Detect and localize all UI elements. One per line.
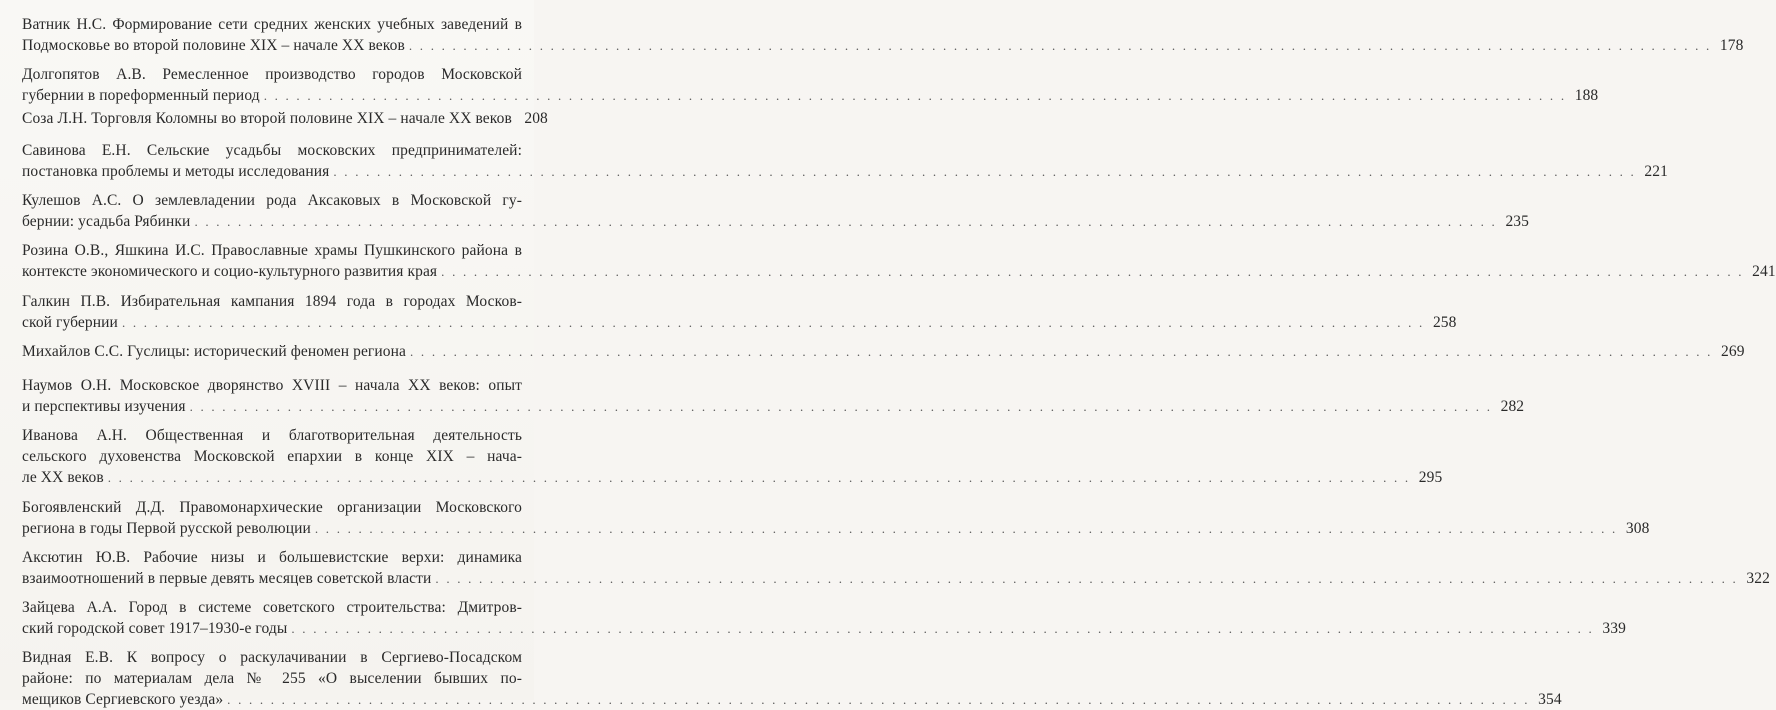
- toc-entry: [22, 341, 1745, 362]
- toc-entry: [22, 375, 1525, 417]
- entry-text-line: ской губернии: [22, 314, 118, 331]
- page-number: 258: [1432, 314, 1457, 331]
- entry-last-line: [22, 211, 1529, 232]
- page-number: 295: [1418, 469, 1443, 486]
- toc-entry: [22, 291, 1457, 333]
- entry-text-line: ский городской совет 1917–1930-е годы: [22, 620, 288, 637]
- entry-text-line: контексте экономического и социо-культурного развития края: [22, 263, 438, 280]
- entry-text-line: Розина О.В., Яшкина И.С. Православные храмы Пушкинского района в: [22, 242, 522, 259]
- toc-entry: [22, 240, 1776, 282]
- entry-last-line: [22, 467, 1443, 488]
- entry-last-line: [22, 341, 1745, 362]
- toc-entry: [22, 108, 548, 129]
- entry-text-line: региона в годы Первой русской революции: [22, 520, 311, 537]
- entry-text-line: Кулешов А.С. О землевладении рода Аксаковых в Московской гу-: [22, 192, 522, 209]
- entry-text-line: мещиков Сергиевского уезда»: [22, 691, 224, 708]
- dot-leader: . . . . . . . . . . . . . . . . . . . . . . . . . . . . . . . . . . . . . . . . . . . . . . . . . . . . . . . . . . . . . . . . . . . . . . . . . . . . . . . . . . . . . . . . . . . . . . . . . . . . . . . . . . . . . . . . . . . . . . . .: [194, 214, 1497, 229]
- entry-text-line: губернии в пореформенный период: [22, 87, 260, 104]
- entry-text-line: ле XX веков: [22, 469, 104, 486]
- entry-text-line: районе: по материалам дела № 255 «О выселении бывших по-: [22, 670, 522, 687]
- entry-last-line: [22, 85, 1599, 106]
- entry-text-line: сельского духовенства Московской епархии в конце XIX – нача-: [22, 448, 522, 465]
- page-number: 188: [1574, 87, 1599, 104]
- dot-leader: . . . . . . . . . . . . . . . . . . . . . . . . . . . . . . . . . . . . . . . . . . . . . . . . . . . . . . . . . . . . . . . . . . . . . . . . . . . . . . . . . . . . . . . . . . . . . . . . . . . . . . . . . . . . . . . . . . . . . . . .: [189, 399, 1493, 414]
- dot-leader: . . . . . . . . . . . . . . . . . . . . . . . . . . . . . . . . . . . . . . . . . . . . . . . . . . . . . . . . . . . . . . . . . . . . . . . . . . . . . . . . . . . . . . . . . . . . . . . . . . . . . . . . . . . . . . . . . . . . . . . .: [263, 88, 1567, 103]
- page-number: 308: [1625, 520, 1650, 537]
- entry-text-line: Соза Л.Н. Торговля Коломны во второй половине XIX – начале XX веков: [22, 110, 512, 127]
- entry-text-line: Галкин П.В. Избирательная кампания 1894 года в городах Москов-: [22, 293, 522, 310]
- toc-entry: [22, 190, 1529, 232]
- toc-entry: [22, 647, 1562, 710]
- dot-leader: . . . . . . . . . . . . . . . . . . . . . . . . . . . . . . . . . . . . . . . . . . . . . . . . . . . . . . . . . . . . . . . . . . . . . . . . . . . . . . . . . . . . . . . . . . . . . . . . . . . . . . . . . . . . . . . . . . . . . . . .: [333, 164, 1636, 179]
- entry-text-line: Михайлов С.С. Гуслицы: исторический феномен региона: [22, 343, 407, 360]
- page-number: 208: [524, 110, 548, 127]
- dot-leader: . . . . . . . . . . . . . . . . . . . . . . . . . . . . . . . . . . . . . . . . . . . . . . . . . . . . . . . . . . . . . . . . . . . . . . . . . . . . . . . . . . . . . . . . . . . . . . . . . . . . . . . . . . . . . . . . . . . . . . . .: [107, 470, 1411, 485]
- entry-text-line: и перспективы изучения: [22, 398, 186, 415]
- entry-last-line: [22, 618, 1626, 639]
- page-number: 241: [1752, 263, 1776, 280]
- page-number: 339: [1602, 620, 1626, 637]
- page-number: 322: [1746, 570, 1770, 587]
- dot-leader: . . . . . . . . . . . . . . . . . . . . . . . . . . . . . . . . . . . . . . . . . . . . . . . . . . . . . . . . . . . . . . . . . . . . . . . . . . . . . . . . . . . . . . . . . . . . . . . . . . . . . . . . . . . . . . . . . . . . . . . .: [408, 38, 1712, 53]
- dot-leader: . . . . . . . . . . . . . . . . . . . . . . . . . . . . . . . . . . . . . . . . . . . . . . . . . . . . . . . . . . . . . . . . . . . . . . . . . . . . . . . . . . . . . . . . . . . . . . . . . . . . . . . . . . . . . . . . . . . . . . . .: [291, 621, 1594, 636]
- toc-entry: [22, 597, 1626, 639]
- toc-entry: [22, 14, 1744, 56]
- toc-entry: [22, 140, 1668, 182]
- entry-text-line: Наумов О.Н. Московское дворянство XVIII – начала XX веков: опыт: [22, 377, 522, 394]
- entry-text-line: Ватник Н.С. Формирование сети средних женских учебных заведений в: [22, 16, 522, 33]
- toc-entry: [22, 64, 1599, 106]
- toc-entry: [22, 497, 1650, 539]
- entry-last-line: [22, 396, 1525, 417]
- entry-text-line: Аксютин Ю.В. Рабочие низы и большевистские верхи: динамика: [22, 549, 522, 566]
- entry-last-line: [22, 35, 1744, 56]
- entry-text-line: Долгопятов А.В. Ремесленное производство городов Московской: [22, 66, 522, 83]
- entry-last-line: [22, 568, 1770, 589]
- dot-leader: . . . . . . . . . . . . . . . . . . . . . . . . . . . . . . . . . . . . . . . . . . . . . . . . . . . . . . . . . . . . . . . . . . . . . . . . . . . . . . . . . . . . . . . . . . . . . . . . . . . . . . . . . . . . . . . . . . . . . . . .: [121, 315, 1425, 330]
- page-number: 178: [1719, 37, 1744, 54]
- page-number: 269: [1721, 343, 1745, 360]
- entry-text-line: Савинова Е.Н. Сельские усадьбы московских предпринимателей:: [22, 142, 522, 159]
- entry-text-line: взаимоотношений в первые девять месяцев советской власти: [22, 570, 432, 587]
- page-number: 235: [1505, 213, 1529, 230]
- entry-text-line: Подмосковье во второй половине XIX – начале XX веков: [22, 37, 405, 54]
- entry-text-line: Богоявленский Д.Д. Правомонархические организации Московского: [22, 499, 522, 516]
- toc-entry: [22, 547, 1770, 589]
- entry-text-line: Видная Е.В. К вопросу о раскулачивании в Сергиево-Посадском: [22, 649, 522, 666]
- page-number: 354: [1538, 691, 1562, 708]
- page-number: 282: [1500, 398, 1525, 415]
- entry-text-line: Иванова А.Н. Общественная и благотворительная деятельность: [22, 427, 522, 444]
- dot-leader: . . . . . . . . . . . . . . . . . . . . . . . . . . . . . . . . . . . . . . . . . . . . . . . . . . . . . . . . . . . . . . . . . . . . . . . . . . . . . . . . . . . . . . . . . . . . . . . . . . . . . . . . . . . . . . . . . . . . . . . .: [314, 521, 1618, 536]
- entry-last-line: [22, 689, 1562, 710]
- entry-text-line: Зайцева А.А. Город в системе советского строительства: Дмитров-: [22, 599, 522, 616]
- entry-text-line: постановка проблемы и методы исследования: [22, 163, 330, 180]
- entry-last-line: [22, 108, 548, 129]
- toc-entry: [22, 425, 1443, 488]
- dot-leader: . . . . . . . . . . . . . . . . . . . . . . . . . . . . . . . . . . . . . . . . . . . . . . . . . . . . . . . . . . . . . . . . . . . . . . . . . . . . . . . . . . . . . . . . . . . . . . . . . . . . . . . . . . . . . . . . . . . . . . . .: [441, 264, 1744, 279]
- page-number: 221: [1644, 163, 1668, 180]
- entry-last-line: [22, 161, 1668, 182]
- entry-last-line: [22, 312, 1457, 333]
- entry-last-line: [22, 518, 1650, 539]
- dot-leader: . . . . . . . . . . . . . . . . . . . . . . . . . . . . . . . . . . . . . . . . . . . . . . . . . . . . . . . . . . . . . . . . . . . . . . . . . . . . . . . . . . . . . . . . . . . . . . . . . . . . . . . . . . . . . . . . . . . . . . . .: [410, 344, 1713, 359]
- dot-leader: . . . . . . . . . . . . . . . . . . . . . . . . . . . . . . . . . . . . . . . . . . . . . . . . . . . . . . . . . . . . . . . . . . . . . . . . . . . . . . . . . . . . . . . . . . . . . . . . . . . . . . . . . . . . . . . . . . . . . . . .: [227, 692, 1530, 707]
- dot-leader: . . . . . . . . . . . . . . . . . . . . . . . . . . . . . . . . . . . . . . . . . . . . . . . . . . . . . . . . . . . . . . . . . . . . . . . . . . . . . . . . . . . . . . . . . . . . . . . . . . . . . . . . . . . . . . . . . . . . . . . .: [435, 571, 1738, 586]
- entry-text-line: бернии: усадьба Рябинки: [22, 213, 191, 230]
- entry-last-line: [22, 261, 1776, 282]
